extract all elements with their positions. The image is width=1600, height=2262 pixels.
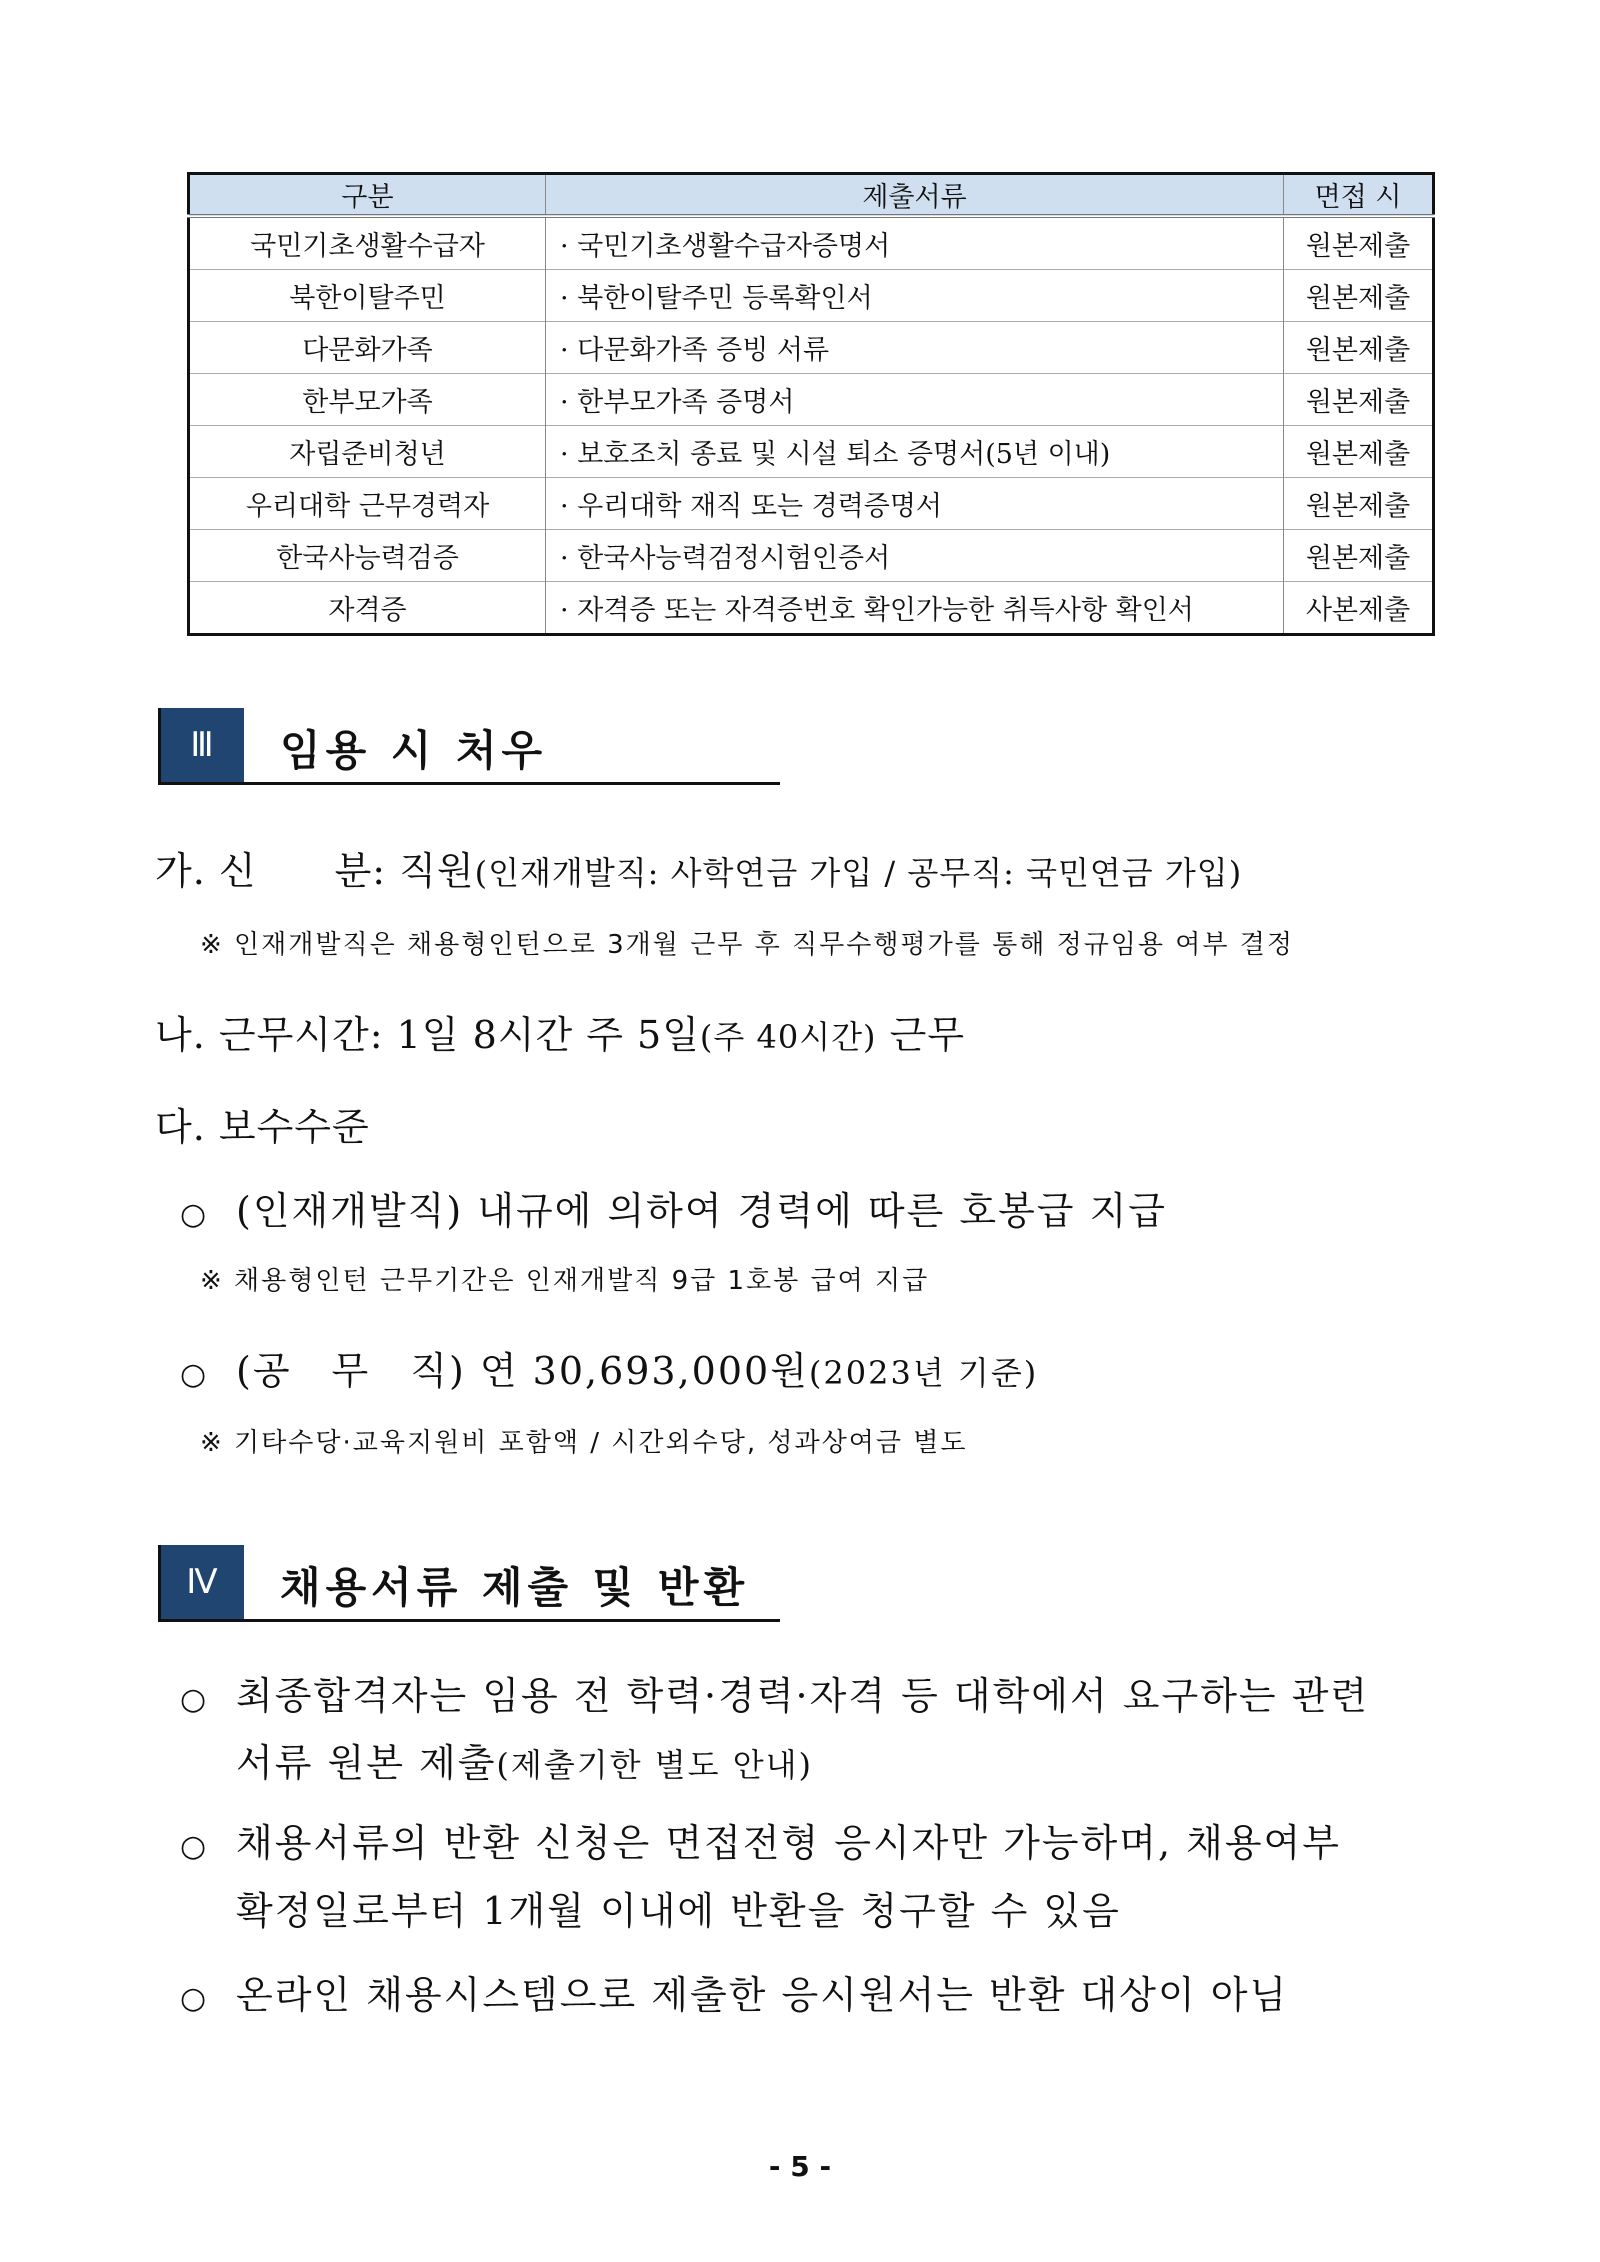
table-row	[189, 582, 1434, 635]
status-value: 직원	[399, 849, 475, 893]
cell-document: · 국민기초생활수급자증명서	[546, 216, 1284, 270]
table-row	[189, 478, 1434, 530]
table-row	[189, 322, 1434, 374]
section-title: 채용서류 제출 및 반환	[280, 1563, 750, 1612]
bullet-circle-icon: ○	[180, 1197, 209, 1232]
status-line	[155, 840, 1242, 895]
cell-submission: 원본제출	[1284, 270, 1434, 322]
cell-category: 다문화가족	[189, 322, 546, 374]
cell-category: 한부모가족	[189, 374, 546, 426]
cell-submission: 사본제출	[1284, 582, 1434, 635]
header-documents: 제출서류	[546, 174, 1284, 217]
page-number: - 5 -	[768, 2150, 832, 2183]
cell-submission: 원본제출	[1284, 216, 1434, 270]
table-row	[189, 216, 1434, 270]
doc-item-2-cont: 확정일로부터 1개월 이내에 반환을 청구할 수 있음	[236, 1889, 1121, 1933]
cell-submission: 원본제출	[1284, 322, 1434, 374]
doc-item-1-cont	[236, 1732, 813, 1787]
bullet-circle-icon: ○	[180, 1682, 209, 1717]
cell-document: · 다문화가족 증빙 서류	[546, 322, 1284, 374]
doc-item-1	[180, 1665, 1369, 1720]
doc-item-3	[180, 1964, 1288, 2019]
cell-submission: 원본제출	[1284, 530, 1434, 582]
table-row	[189, 426, 1434, 478]
cell-category: 북한이탈주민	[189, 270, 546, 322]
cell-submission: 원본제출	[1284, 426, 1434, 478]
bullet-circle-icon: ○	[180, 1981, 209, 2016]
cell-document: · 한국사능력검정시험인증서	[546, 530, 1284, 582]
required-documents-table	[187, 172, 1435, 636]
status-detail: (인재개발직: 사학연금 가입 / 공무직: 국민연금 가입)	[474, 854, 1243, 892]
cell-category: 자립준비청년	[189, 426, 546, 478]
doc-item-line1: 채용서류의 반환 신청은 면접전형 응시자만 가능하며, 채용여부	[236, 1821, 1341, 1865]
section-header-3	[158, 708, 780, 785]
status-note: ※ 인재개발직은 채용형인턴으로 3개월 근무 후 직무수행평가를 통해 정규임용 여부 결정	[200, 930, 1295, 960]
pay-item-text: (인재개발직) 내규에 의하여 경력에 따른 호봉급 지급	[236, 1189, 1167, 1233]
pay-item-note: ※ 채용형인턴 근무기간은 인재개발직 9급 1호봉 급여 지급	[200, 1266, 930, 1296]
cell-category: 국민기초생활수급자	[250, 231, 485, 262]
cell-document: · 북한이탈주민 등록확인서	[546, 270, 1284, 322]
pay-item-development	[180, 1180, 1167, 1235]
cell-category: 우리대학 근무경력자	[189, 478, 546, 530]
table-header-row	[189, 174, 1434, 217]
doc-item-2	[180, 1812, 1341, 1867]
cell-document: · 한부모가족 증명서	[546, 374, 1284, 426]
cell-document: · 우리대학 재직 또는 경력증명서	[546, 478, 1284, 530]
pay-item-detail: (2023년 기준)	[808, 1354, 1039, 1392]
section-number-badge: Ⅳ	[158, 1545, 244, 1619]
hours-value: 1일 8시간 주 5일	[396, 1013, 700, 1057]
table-row	[189, 270, 1434, 322]
section-title: 임용 시 처우	[280, 726, 548, 775]
section-number-badge: Ⅲ	[158, 708, 244, 782]
cell-category: 자격증	[189, 582, 546, 635]
cell-submission: 원본제출	[1284, 374, 1434, 426]
header-interview: 면접 시	[1284, 174, 1434, 217]
table-row	[189, 374, 1434, 426]
doc-item-line2-detail: (제출기한 별도 안내)	[496, 1746, 814, 1784]
bullet-circle-icon: ○	[180, 1357, 209, 1392]
cell-document: · 자격증 또는 자격증번호 확인가능한 취득사항 확인서	[546, 582, 1284, 635]
hours-tail: 근무	[889, 1013, 966, 1057]
cell-document: · 보호조치 종료 및 시설 퇴소 증명서(5년 이내)	[546, 426, 1284, 478]
cell-category: 한국사능력검증	[189, 530, 546, 582]
hours-line	[155, 1004, 965, 1059]
doc-item-line1: 최종합격자는 임용 전 학력·경력·자격 등 대학에서 요구하는 관련	[236, 1674, 1370, 1718]
pay-item-text: (공 무 직) 연 30,693,000원	[236, 1349, 809, 1393]
pay-heading: 다. 보수수준	[155, 1105, 370, 1149]
status-label: 가. 신 분:	[155, 849, 387, 893]
pay-item-note: ※ 기타수당·교육지원비 포함액 / 시간외수당, 성과상여금 별도	[200, 1428, 968, 1458]
header-category: 구분	[189, 174, 546, 217]
cell-submission: 원본제출	[1284, 478, 1434, 530]
bullet-circle-icon: ○	[180, 1829, 209, 1864]
doc-item-line2: 서류 원본 제출	[236, 1741, 497, 1785]
hours-detail: (주 40시간)	[699, 1018, 877, 1056]
pay-item-general	[180, 1340, 1038, 1395]
section-header-4	[158, 1545, 780, 1622]
table-row	[189, 530, 1434, 582]
doc-item-line1: 온라인 채용시스템으로 제출한 응시원서는 반환 대상이 아님	[236, 1973, 1289, 2017]
hours-label: 나. 근무시간:	[155, 1013, 384, 1057]
